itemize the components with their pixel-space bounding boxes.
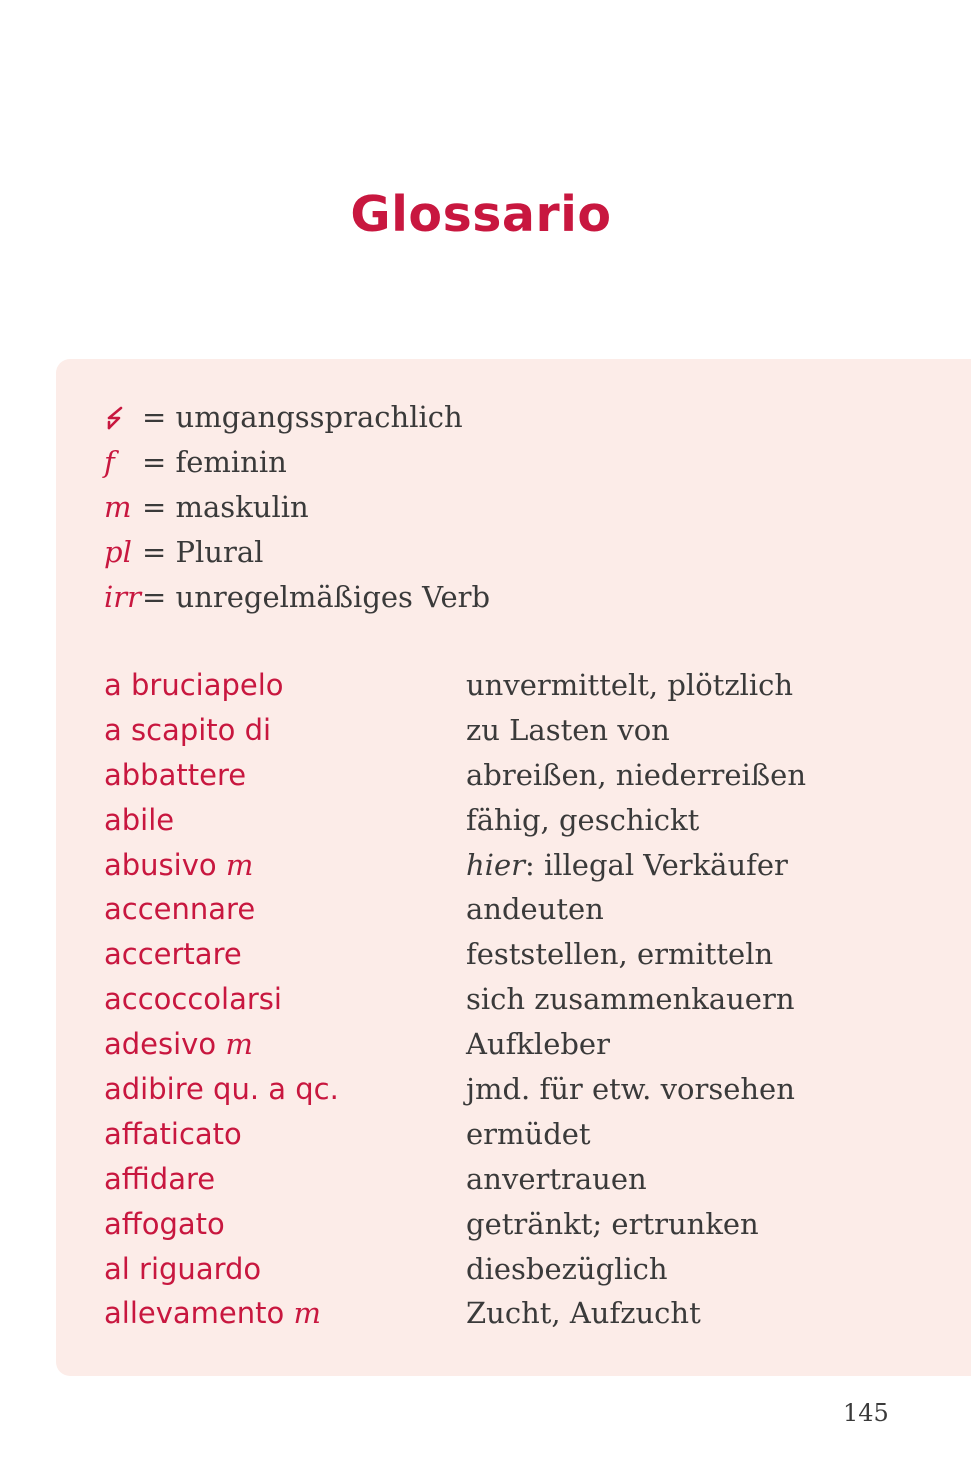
lightning-icon bbox=[104, 406, 126, 430]
entry-term-text: accoccolarsi bbox=[104, 982, 282, 1017]
entry-translation-text: Zucht, Aufzucht bbox=[466, 1296, 701, 1331]
entry-translation bbox=[466, 843, 788, 888]
entry-term-text: al riguardo bbox=[104, 1251, 262, 1286]
entry-translation bbox=[466, 798, 699, 843]
page-title: Glossario bbox=[350, 186, 612, 243]
entry-translation bbox=[466, 887, 604, 932]
entry-term-text: affidare bbox=[104, 1161, 216, 1196]
entry-translation-text: fähig, geschickt bbox=[466, 802, 700, 837]
entry-translation bbox=[466, 1022, 610, 1067]
legend-abbr: irr bbox=[104, 580, 142, 614]
entry-translation-text: sich zusammenkauern bbox=[466, 982, 795, 1017]
entry-translation bbox=[466, 753, 806, 798]
entry-term bbox=[104, 1247, 261, 1292]
legend-abbr bbox=[104, 395, 142, 440]
entry-gender: m bbox=[225, 847, 254, 882]
entry-term bbox=[104, 1202, 225, 1247]
entry-term-text: abusivo bbox=[104, 847, 217, 882]
entry-gender: m bbox=[293, 1296, 321, 1331]
entry-term-text: accertare bbox=[104, 937, 242, 972]
entry-translation bbox=[466, 1247, 668, 1292]
entry-translation bbox=[466, 932, 773, 977]
entry-translation bbox=[466, 1067, 795, 1112]
legend-row-irregular bbox=[104, 575, 490, 620]
entry-translation bbox=[466, 663, 793, 708]
entry-term bbox=[104, 932, 242, 977]
entry-translation-text: : illegal Verkäufer bbox=[524, 847, 788, 882]
entry-term bbox=[104, 1291, 321, 1336]
entry-term-text: abile bbox=[104, 802, 175, 837]
entry-translation-text: andeuten bbox=[466, 892, 604, 927]
entry-translation-text: feststellen, ermitteln bbox=[466, 937, 774, 972]
entry-term bbox=[104, 843, 253, 888]
entry-translation-text: abreißen, niederreißen bbox=[466, 757, 807, 792]
entry-term bbox=[104, 1022, 253, 1067]
entry-translation-text: zu Lasten von bbox=[466, 712, 670, 747]
entry-term-text: adesivo bbox=[104, 1027, 217, 1062]
entry-translation-text: jmd. für etw. vorsehen bbox=[466, 1072, 795, 1107]
entry-term-text: affaticato bbox=[104, 1116, 242, 1151]
entry-term bbox=[104, 753, 246, 798]
entry-translation bbox=[466, 1202, 759, 1247]
entry-translation bbox=[466, 977, 795, 1022]
legend-abbr: pl bbox=[104, 535, 132, 569]
entry-term bbox=[104, 977, 282, 1022]
legend-abbr: m bbox=[104, 490, 132, 524]
page-number: 145 bbox=[843, 1399, 889, 1427]
entry-term-text: allevamento bbox=[104, 1296, 285, 1331]
entry-translation-text: anvertrauen bbox=[466, 1161, 647, 1196]
entry-term bbox=[104, 1157, 215, 1202]
entry-translation bbox=[466, 1157, 647, 1202]
legend-row-colloquial bbox=[104, 395, 490, 440]
entry-term bbox=[104, 887, 255, 932]
entry-translation-text: getränkt; ertrunken bbox=[466, 1206, 759, 1241]
entry-term bbox=[104, 1112, 242, 1157]
legend-row-feminine bbox=[104, 440, 490, 485]
legend-meaning: = umgangssprachlich bbox=[142, 400, 463, 434]
legend-meaning: = feminin bbox=[142, 445, 287, 479]
entry-gender: m bbox=[225, 1027, 253, 1062]
entry-term-text: accennare bbox=[104, 892, 256, 927]
entry-term bbox=[104, 1067, 339, 1112]
entry-term bbox=[104, 798, 174, 843]
legend-row-plural bbox=[104, 530, 490, 575]
entry-term bbox=[104, 663, 284, 708]
entry-translation-prefix: hier bbox=[466, 847, 525, 882]
entry-translation-text: diesbezüglich bbox=[466, 1251, 668, 1286]
legend-meaning: = maskulin bbox=[142, 490, 309, 524]
entry-term-text: a bruciapelo bbox=[104, 668, 284, 702]
entry-term bbox=[104, 708, 271, 753]
legend-meaning: = Plural bbox=[142, 535, 264, 569]
entry-translation-text: Aufkleber bbox=[466, 1027, 610, 1062]
entry-translation-text: ermüdet bbox=[466, 1116, 591, 1151]
entry-term-text: affogato bbox=[104, 1206, 225, 1241]
legend-meaning: = unregelmäßiges Verb bbox=[142, 580, 491, 614]
legend-abbr: f bbox=[104, 445, 115, 479]
entry-term-text: adibire qu. a qc. bbox=[104, 1072, 339, 1107]
entry-translation bbox=[466, 1291, 701, 1336]
legend-row-masculine bbox=[104, 485, 490, 530]
entry-translation-text: unvermittelt, plötzlich bbox=[466, 668, 794, 702]
entry-term-text: a scapito di bbox=[104, 712, 272, 747]
entry-translation bbox=[466, 708, 670, 753]
abbreviation-legend bbox=[104, 395, 490, 620]
entry-term-text: abbattere bbox=[104, 757, 247, 792]
entry-translation bbox=[466, 1112, 591, 1157]
